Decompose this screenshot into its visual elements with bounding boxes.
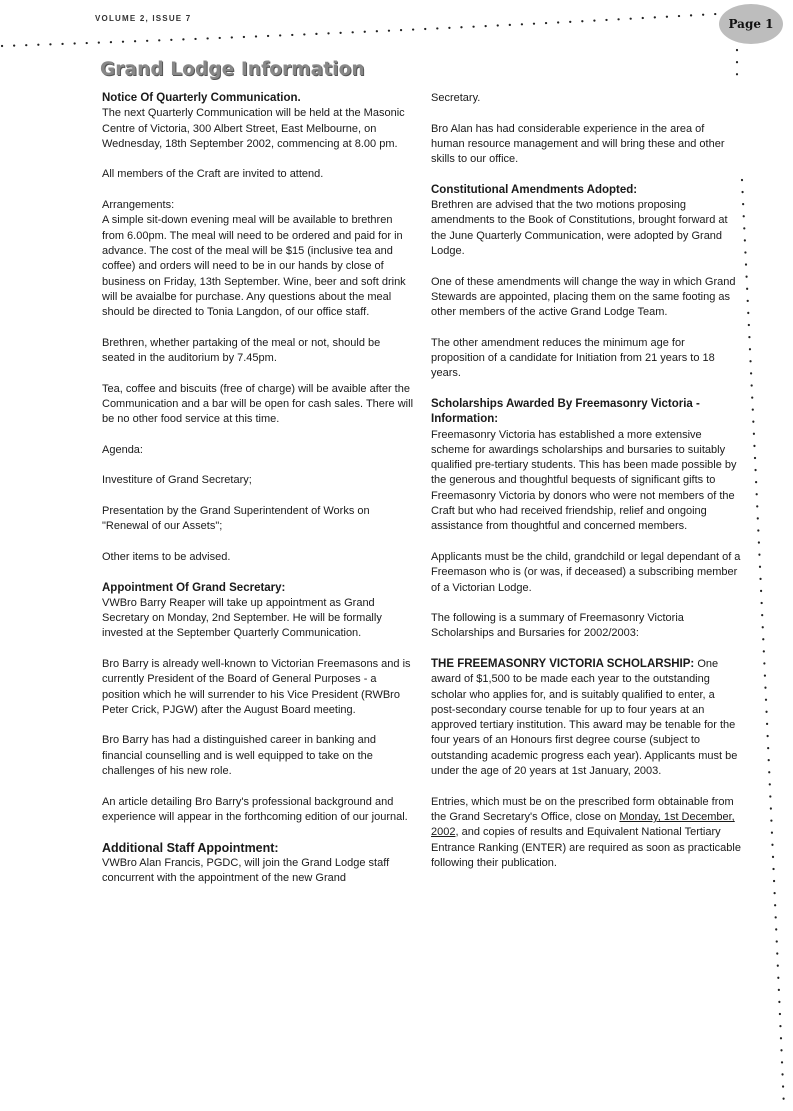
second-amendment-text: The other amendment reduces the minimum age for proposition of a candidate for Initiation from 21 years to 18 years.	[431, 336, 715, 380]
constitution-heading: Constitutional Amendments Adopted:	[431, 183, 638, 196]
entries-paragraph	[431, 795, 741, 871]
right-column	[431, 91, 741, 886]
arrangements-text: A simple sit-down evening meal will be available to brethren from 6.00pm. The meal will need to be ordered and paid for in advance. The cost of the meal will be $15 (inclusive tea and coffee) and orders will need to be in our hands by close of business on Friday, 13th September. Wine, beer and soft drink will be avaialbe for purchase. Any questions about the meal should be directed to Tonia Langdon, of our office staff.	[102, 214, 406, 319]
fv-scholarship-heading: THE FREEMASONRY VICTORIA SCHOLARSHIP:	[431, 657, 695, 670]
page-title: Grand Lodge Information	[100, 59, 365, 80]
issue-header: VOLUME 2, ISSUE 7	[95, 14, 192, 23]
entries-text-2: , and copies of results and Equivalent National Tertiary Entrance Ranking (ENTER) are required as soon as practicable following their publication.	[431, 826, 741, 869]
entries-text-1: Entries, which must be on the prescribed form obtainable from the Grand Secretary's Office, close on	[431, 795, 734, 823]
agenda-label: Agenda:	[102, 443, 143, 456]
article-text: An article detailing Bro Barry's professional background and experience will appear in the forthcoming edition of our journal.	[102, 795, 408, 823]
notice-heading: Notice Of Quarterly Communication.	[102, 92, 301, 104]
staff-text: VWBro Alan Francis, PGDC, will join the Grand Lodge staff concurrent with the appointment of the new Grand	[102, 856, 390, 885]
agenda-item-1: Investiture of Grand Secretary;	[102, 474, 252, 487]
first-amendment-text: One of these amendments will change the way in which Grand Stewards are appointed, placing them on the same footing as other members of the active Grand Lodge Team.	[431, 275, 736, 319]
seated-text: Brethren, whether partaking of the meal or not, should be seated in the auditorium by 7.45pm.	[102, 336, 381, 365]
staff-text-continued: Secretary.	[431, 92, 481, 104]
notice-text: The next Quarterly Communication will be held at the Masonic Centre of Victoria, 300 Albert Street, East Melbourne, on Wednesday, 18th September 2002, commencing at 8.00 pm.	[102, 107, 405, 150]
page-number-badge	[719, 4, 783, 44]
closing-date: Monday, 1st December, 2002	[431, 810, 735, 839]
staff-heading: Additional Staff Appointment:	[102, 840, 279, 855]
summary-text: The following is a summary of Freemasonry Victoria Scholarships and Bursaries for 2002/2003:	[431, 612, 684, 640]
tea-text: Tea, coffee and biscuits (free of charge) will be avaible after the Communication and a bar will be open for cash sales. There will be no other food service at this time.	[102, 382, 414, 426]
fv-scholarship-text: One award of $1,500 to be made each year to the outstanding scholar who applies for, and is suitably qualified to enter, a post-secondary course tenable for up to four years at an approved tertiary institution. This award may be tenable for the four years of an Honours first degree course (subject to outstanding academic progress each year). Applicants must be under the age of 20 years at 1st January, 2003.	[431, 657, 738, 778]
alan-text: Bro Alan has had considerable experience in the area of human resource management and will bring these and other skills to our office.	[431, 122, 725, 166]
appointment-text: VWBro Barry Reaper will take up appointment as Grand Secretary on Monday, 2nd September. He will be formally invested at the September Quarterly Communication.	[102, 596, 382, 640]
appointment-heading: Appointment Of Grand Secretary:	[102, 581, 286, 594]
agenda-item-3: Other items to be advised.	[102, 550, 231, 563]
scholarship-heading: Scholarships Awarded By Freemasonry Victoria - Information:	[431, 397, 700, 426]
page-number: Page 1	[728, 17, 774, 31]
applicants-text: Applicants must be the child, grandchild or legal dependant of a Freemason who is (or was, if deceased) a subscribing member of a Victorian Lodge.	[431, 550, 741, 594]
barry-text-2: Bro Barry has had a distinguished career in banking and financial counselling and is well equipped to take on the challenges of his new role.	[102, 734, 376, 778]
members-text: All members of the Craft are invited to attend.	[102, 168, 324, 181]
left-column	[102, 91, 414, 902]
barry-text-1: Bro Barry is already well-known to Victorian Freemasons and is currently President of the Board of General Purposes - a position which he will surrender to his Vice President (RWBro Peter Crick, PJGW) after the August Board meeting.	[102, 657, 411, 716]
constitution-text: Brethren are advised that the two motions proposing amendments to the Book of Constitutions, brought forward at the June Quarterly Communication, were adopted by Grand Lodge.	[431, 199, 728, 257]
scholarship-text: Freemasonry Victoria has established a more extensive scheme for awardings scholarships and bursaries to suitably qualified pre-tertiary students. This has been made possible by the generous and thoughtful bequests of significant gifts to Freemasonry Victoria by donors who were not members of the Craft but who had received friendship, relief and ongoing assistance from thoughtful and concerned members.	[431, 428, 737, 533]
agenda-item-2: Presentation by the Grand Superintendent of Works on "Renewal of our Assets";	[102, 505, 370, 533]
fv-scholarship-paragraph	[431, 657, 741, 779]
arrangements-label: Arrangements:	[102, 199, 175, 212]
